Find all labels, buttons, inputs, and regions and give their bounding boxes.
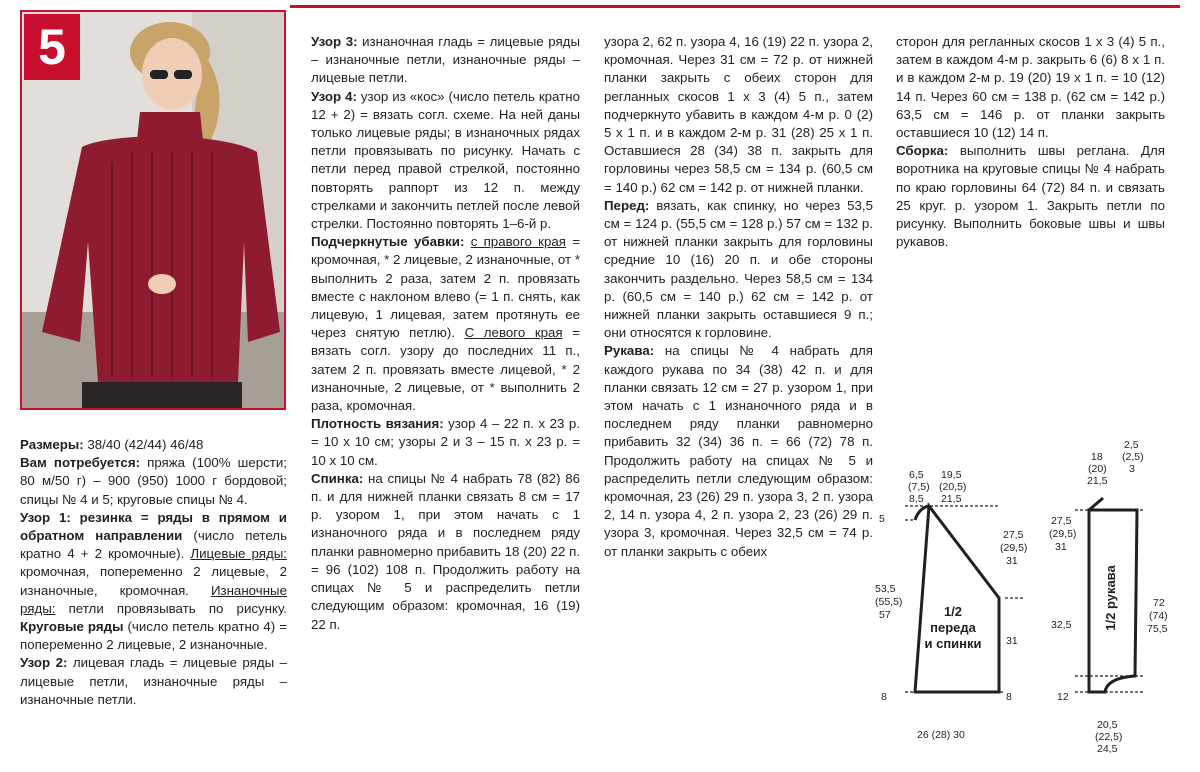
dim-sleeve-left-1: 27,5 bbox=[1051, 515, 1072, 527]
dim-sleeve-right-2: (74) bbox=[1149, 610, 1168, 622]
dim-body-top-4: 19,5 bbox=[941, 469, 962, 481]
dim-body-top-1: 6,5 bbox=[909, 469, 924, 481]
dim-sleeve-right-1: 72 bbox=[1153, 597, 1165, 609]
assembly-label: Сборка: bbox=[896, 143, 949, 159]
dim-body-right-3: 31 bbox=[1006, 555, 1018, 567]
dim-sleeve-bottom-1: 20,5 bbox=[1097, 719, 1118, 731]
dim-body-left-2: (55,5) bbox=[875, 596, 903, 608]
pattern-1-bold: резинка = ряды в прямом и обратном направлении bbox=[20, 509, 287, 544]
text-column-2 bbox=[311, 33, 580, 634]
dim-body-left-5: 5 bbox=[879, 513, 885, 525]
back-continued-paragraph: узора 2, 62 п. узора 4, 16 (19) 22 п. узора 2, кромочная. Через 31 см = 72 р. от нижней планки закрыть с обеих сторон для регланных скосов 1 х 3 (4) 5 п., затем подчеркнуто убавить в каждом 4-м р. 0 (2) 5 х 1 п. и в каждом 2-м р. 31 (28) 25 х 1 п. Оставшиеся 28 (34) 38 п. закрыть для горловины через 58,5 см = 134 р. (60,5 см = 140 р.) 62 см = 142 р. от нижней планки. bbox=[604, 34, 873, 195]
dim-body-left-3: 57 bbox=[879, 609, 891, 621]
pattern-4-text: узор из «кос» (число петель кратно 12 + 2) = вязать согл. схеме. На ней даны только лицевые ряды; в изнаночных рядах петли провязывать по рисунку. Начать с петли перед правой стрелкой, постоянно повторять раппорт из 12 п. между стрелками и закончить петлей после левой стрелки. Постоянно повторять 1–6-й р. bbox=[311, 88, 580, 232]
sizes-paragraph bbox=[20, 436, 287, 454]
pattern-1-paragraph bbox=[20, 509, 287, 655]
dim-body-left-8: 8 bbox=[881, 691, 887, 703]
back-paragraph bbox=[311, 470, 580, 634]
dim-body-top-6: 21,5 bbox=[941, 493, 962, 505]
dim-body-top-3: 8,5 bbox=[909, 493, 924, 505]
right-edge-label: с правого края bbox=[470, 234, 566, 250]
top-accent-rule bbox=[290, 5, 1180, 8]
materials-paragraph bbox=[20, 454, 287, 509]
round-rows-text: (число петель кратно 4) = попеременно 2 лицевые, 2 изнаночные. bbox=[20, 619, 287, 653]
gauge-label: Плотность вязания: bbox=[311, 416, 444, 432]
pattern-2-label: Узор 2: bbox=[20, 655, 68, 671]
dim-sleeve-bottom-2: (22,5) bbox=[1095, 731, 1123, 743]
dim-sleeve-top-5: (2,5) bbox=[1122, 451, 1144, 463]
face-rows-text: кромочная, попеременно 2 лицевые, 2 изнаночные, кромочная. bbox=[20, 564, 287, 598]
sleeve-piece-label: 1/2 рукава bbox=[1103, 565, 1118, 631]
dim-sleeve-left-3: 31 bbox=[1055, 541, 1067, 553]
text-column-4 bbox=[896, 33, 1165, 251]
assembly-paragraph bbox=[896, 142, 1165, 251]
pattern-3-text: изнаночная гладь = лицевые ряды – изнаночные петли, изнаночные ряды – лицевые петли. bbox=[311, 34, 580, 86]
sizes-text: 38/40 (42/44) 46/48 bbox=[83, 437, 204, 452]
pattern-1-label: Узор 1: bbox=[20, 509, 71, 525]
text-column-1 bbox=[20, 436, 287, 709]
dim-body-bottom: 26 (28) 30 bbox=[917, 729, 965, 741]
dim-sleeve-bottom-3: 24,5 bbox=[1097, 743, 1118, 755]
dim-body-top-5: (20,5) bbox=[939, 481, 967, 493]
body-piece-label-2: переда bbox=[930, 620, 976, 635]
sleeves-text: на спицы № 4 набрать для каждого рукава по 34 (38) 42 п. и для планки связать 12 см = 27 р. узором 1, при этом начать с 1 изнаночного ряда и в последнем ряду планки равномерно прибавить 32 (34) 36 п. = 66 (72) 78 п. Продолжить работу на спицах № 5 и распределить петли следующим образом: кромочная, 23 (26) 29 п. узора 3, 2 п. узора 2, 14 п. узора 4, 2 п. узора 2, 23 (26) 29 п. узора 3, кромочная. Через 32,5 см = 74 р. от планки закрыть с обеих bbox=[604, 343, 873, 559]
left-edge-label: С левого края bbox=[464, 325, 563, 341]
decreases-paragraph bbox=[311, 233, 580, 415]
pattern-4-label: Узор 4: bbox=[311, 88, 357, 104]
materials-text: пряжа (100% шерсти; 80 м/50 г) – 900 (950) 1000 г бордовой; спицы № 4 и 5; круговые спицы № 4. bbox=[20, 455, 287, 507]
sizes-label: Размеры: bbox=[20, 437, 84, 452]
sleeve-raglan-edge bbox=[1089, 498, 1103, 510]
dim-sleeve-right-3: 75,5 bbox=[1147, 623, 1168, 635]
pattern-4-paragraph bbox=[311, 88, 580, 234]
pattern-3-label: Узор 3: bbox=[311, 34, 358, 49]
dim-sleeve-top-6: 3 bbox=[1129, 463, 1135, 475]
face-rows-label: Лицевые ряды: bbox=[190, 546, 287, 562]
dim-body-top-2: (7,5) bbox=[908, 481, 930, 493]
materials-label: Вам потребуется: bbox=[20, 455, 141, 471]
purl-rows-text: петли провязывать по рисунку. bbox=[55, 600, 287, 616]
left-edge-text: = вязать согл. узору до последних 11 п., затем 2 п. провязать вместе лицевой, * 2 изнаночные, 2 лицевые, от * выполнить 2 раза, кромочная. bbox=[311, 325, 581, 414]
gauge-paragraph bbox=[311, 415, 580, 470]
dim-body-right-31: 31 bbox=[1006, 635, 1018, 647]
body-piece-outline bbox=[915, 506, 999, 692]
pattern-3-paragraph bbox=[311, 33, 580, 88]
front-paragraph bbox=[604, 197, 873, 343]
sleeves-paragraph bbox=[604, 342, 873, 560]
decreases-label: Подчеркнутые убавки: bbox=[311, 234, 465, 250]
dim-sleeve-top-3: 21,5 bbox=[1087, 475, 1108, 487]
gauge-text: узор 4 – 22 п. х 23 р. = 10 х 10 см; узоры 2 и 3 – 15 п. х 23 р. = 10 х 10 см. bbox=[311, 416, 580, 468]
body-piece-label-3: и спинки bbox=[924, 636, 982, 651]
dim-sleeve-left-12: 12 bbox=[1057, 691, 1069, 703]
pattern-2-paragraph bbox=[20, 654, 287, 709]
dim-body-left-1: 53,5 bbox=[875, 583, 896, 595]
dim-sleeve-left-2: (29,5) bbox=[1049, 528, 1077, 540]
round-rows-label: Круговые ряды bbox=[20, 619, 124, 635]
pattern-1-text: (число петель кратно 4 + 2 кромочные). bbox=[20, 528, 287, 562]
text-column-3 bbox=[604, 33, 873, 561]
front-text: вязать, как спинку, но через 53,5 см = 124 р. (55,5 см = 128 р.) 57 см = 132 р. от нижней планки закрыть для горловины средние 10 (16) 20 п. и обе стороны закончить раздельно. Через 58,5 см = 134 р. (60,5 см = 140 р.) 62 см = 142 р. от нижней планки закрыть оставшиеся 9 п.; они относятся к горловине. bbox=[604, 197, 873, 341]
pattern-2-text: лицевая гладь = лицевые ряды – лицевые петли, изнаночные ряды – изнаночные петли. bbox=[20, 655, 288, 707]
back-label: Спинка: bbox=[311, 470, 364, 486]
pattern-schematic bbox=[875, 438, 1180, 760]
dim-sleeve-top-2: (20) bbox=[1088, 463, 1107, 475]
right-edge-text: = кромочная, * 2 лицевые, 2 изнаночные, от * выполнить 2 раза, затем 2 п. провязать вместе с наклоном влево (= 1 п. снять, как лицевую, 1 лицевая, затем протянуть ее через снятую петлю). bbox=[311, 234, 580, 341]
pattern-number-badge: 5 bbox=[24, 14, 80, 80]
dim-body-right-2: (29,5) bbox=[1000, 542, 1028, 554]
back-text: на спицы № 4 набрать 78 (82) 86 п. и для нижней планки связать 8 см = 17 р. узором 1, при этом начать с 1 изнаночного ряда и в последнем ряду планки равномерно прибавить 18 (20) 22 п. = 96 (102) 108 п. Продолжить работу на спицах № 5 и распределить петли следующим образом: кромочная, 16 (19) 22 п. bbox=[311, 470, 580, 632]
dim-sleeve-left-325: 32,5 bbox=[1051, 619, 1072, 631]
dim-sleeve-top-1: 18 bbox=[1091, 451, 1103, 463]
dim-body-right-1: 27,5 bbox=[1003, 529, 1024, 541]
dim-body-right-8: 8 bbox=[1006, 691, 1012, 703]
sleeves-continued-paragraph: сторон для регланных скосов 1 х 3 (4) 5 п., затем в каждом 4-м р. закрыть 6 (6) 8 х 1 п. и в каждом 2-м р. 19 (20) 19 х 1 п. = 10 (12) 14 п. Через 60 см = 138 р. (62 см = 142 р.) 63,5 см = 146 р. от планки закрыть оставшиеся 10 (12) 14 п. bbox=[896, 34, 1165, 141]
sleeves-label: Рукава: bbox=[604, 343, 655, 359]
dim-sleeve-top-4: 2,5 bbox=[1124, 439, 1139, 451]
assembly-text: выполнить швы реглана. Для воротника на круговые спицы № 4 набрать по краю горловины 64 (72) 84 п. и связать 25 круг. р. узором 1. Закрыть петли по рисунку. Выполнить боковые швы и швы рукавов. bbox=[896, 143, 1165, 250]
purl-rows-label: Изнаночные ряды: bbox=[20, 582, 287, 616]
body-piece-label-1: 1/2 bbox=[943, 604, 963, 619]
front-label: Перед: bbox=[604, 197, 650, 213]
